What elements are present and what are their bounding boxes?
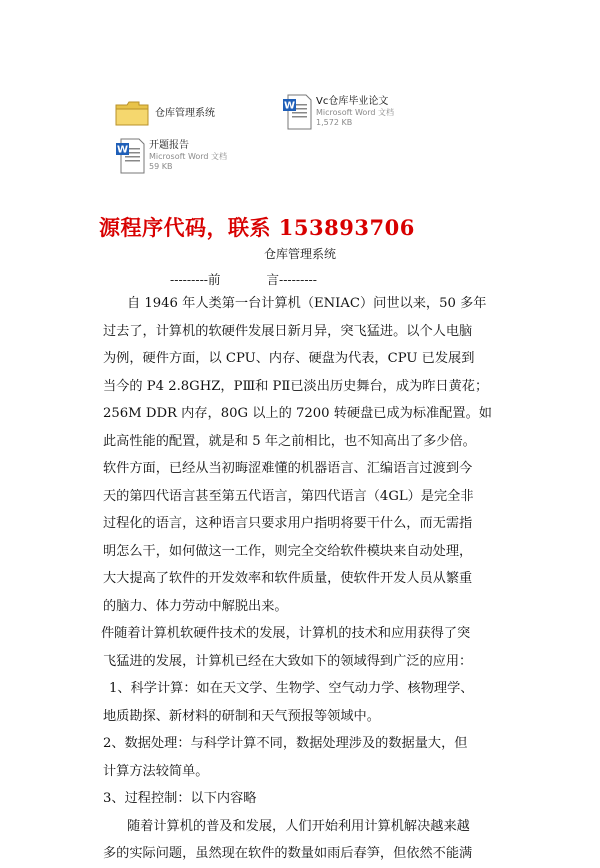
paragraph-line: 的脑力、体力劳动中解脱出来。 [103, 598, 288, 614]
paragraph-line: 件随着计算机软硬件技术的发展，计算机的技术和应用获得了突 [101, 626, 471, 641]
svg-text:W: W [116, 144, 129, 156]
file-name: 仓库管理系统 [155, 108, 215, 119]
document-title: 仓库管理系统 [263, 247, 336, 261]
file-listing [97, 84, 417, 202]
paragraph-line: 256M DDR 内存，80G 以上的 7200 转硬盘已成为标准配置。如 [103, 406, 492, 421]
body-text [103, 290, 505, 868]
paragraph-line: 计算方法较简单。 [103, 763, 209, 779]
paragraph-line: 大大提高了软件的开发效率和软件质量，使软件开发人员从繁重 [103, 571, 473, 586]
file-item-proposal[interactable] [115, 136, 255, 180]
file-item-thesis[interactable] [282, 92, 412, 136]
file-size: 59 KB [149, 162, 173, 171]
paragraph-line: 软件方面，已经从当初晦涩难懂的机器语言、汇编语言过渡到今 [103, 461, 473, 476]
file-item-folder[interactable] [115, 98, 255, 130]
paragraph-line: 过程化的语言，这种语言只要求用户指明将要干什么，而无需指 [103, 516, 473, 531]
paragraph-line: 为例，硬件方面，以 CPU、内存、硬盘为代表，CPU 已发展到 [103, 351, 475, 366]
paragraph-line: 随着计算机的普及和发展，人们开始利用计算机解决越来越 [127, 818, 470, 834]
paragraph-line: 此高性能的配置，就是和 5 年之前相比，也不知高出了多少倍。 [103, 433, 476, 449]
preface-left: ---------前 [170, 272, 221, 287]
file-name: 开题报告 [149, 140, 189, 151]
preface-right: 言--------- [266, 272, 317, 287]
preface-heading [170, 270, 317, 288]
word-document-icon [115, 138, 145, 174]
paragraph-line: 3、过程控制：以下内容略 [103, 791, 257, 806]
paragraph-line: 多的实际问题，虽然现在软件的数量如雨后春笋，但依然不能满 [103, 846, 473, 861]
paragraph-line: 当今的 P4 2.8GHZ，PⅢ和 PⅡ已淡出历史舞台，成为昨日黄花； [103, 378, 489, 394]
paragraph-line: 过去了，计算机的软硬件发展日新月异，突飞猛进。以个人电脑 [103, 323, 473, 339]
file-name: Vc仓库毕业论文 [316, 96, 389, 107]
paragraph-line: 天的第四代语言甚至第五代语言，第四代语言（4GL）是完全非 [103, 488, 474, 504]
paragraph-line: 明怎么干，如何做这一工作，则完全交给软件模块来自动处理， [103, 543, 473, 559]
file-type: Microsoft Word 文档 [316, 108, 395, 117]
paragraph-line: 自 1946 年人类第一台计算机（ENIAC）问世以来，50 多年 [127, 296, 487, 311]
paragraph-line: 2、数据处理：与科学计算不同，数据处理涉及的数据量大，但 [103, 736, 468, 751]
file-type: Microsoft Word 文档 [149, 152, 228, 161]
paragraph-line: 地质勘探、新材料的研制和天气预报等领域中。 [103, 708, 380, 724]
folder-icon [115, 100, 149, 126]
word-document-icon [282, 94, 312, 130]
file-size: 1,572 KB [316, 118, 353, 127]
contact-banner: 源程序代码，联系 153893706 [99, 215, 415, 240]
paragraph-line: 1、科学计算：如在天文学、生物学、空气动力学、核物理学、 [109, 681, 474, 696]
svg-text:W: W [283, 100, 296, 112]
paragraph-line: 飞猛进的发展，计算机已经在大致如下的领域得到广泛的应用： [103, 653, 473, 669]
